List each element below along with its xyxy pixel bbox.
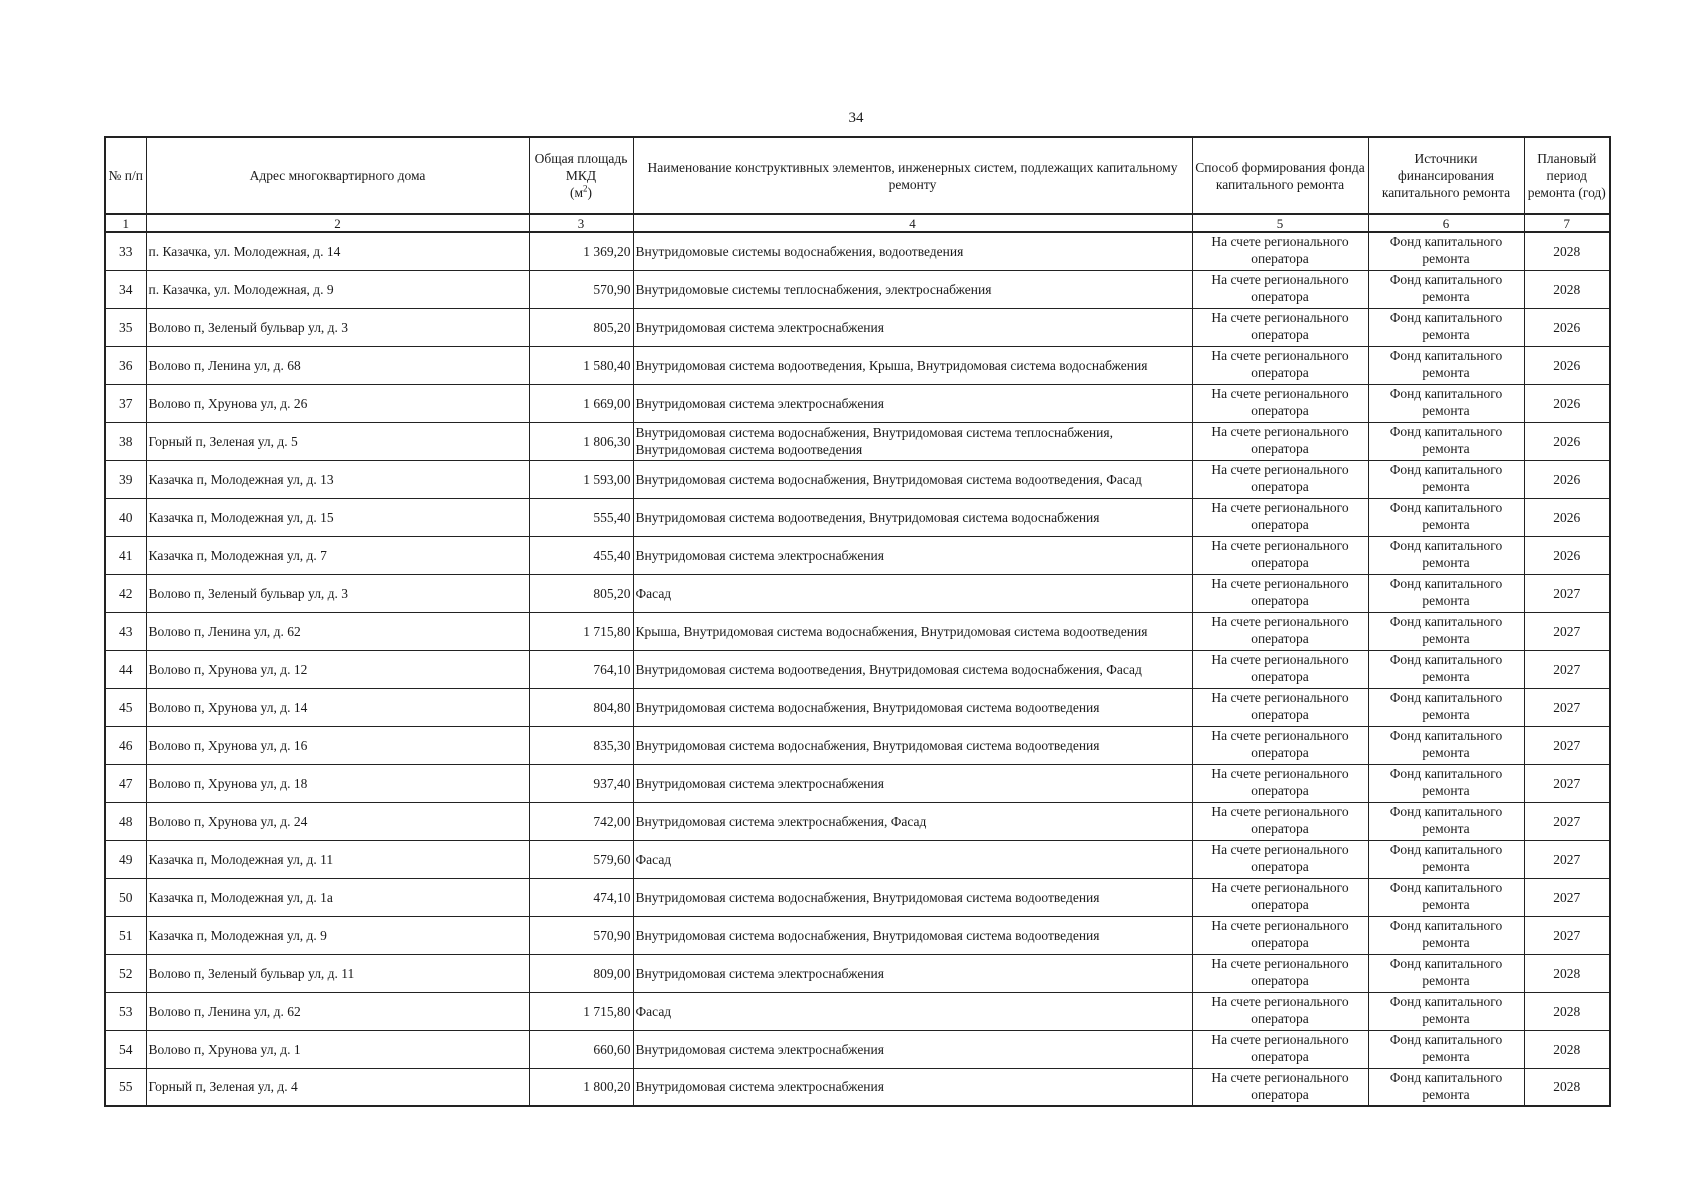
area-cell: 1 369,20 (529, 232, 633, 270)
method-cell: На счете регионального оператора (1192, 498, 1368, 536)
elements-cell: Фасад (633, 574, 1192, 612)
row-number-cell: 42 (105, 574, 146, 612)
elements-cell: Внутридомовые системы водоснабжения, водоотведения (633, 232, 1192, 270)
source-cell: Фонд капитального ремонта (1368, 726, 1524, 764)
year-cell: 2026 (1524, 460, 1610, 498)
column-number-row (105, 214, 1610, 232)
header-area-unit: м (574, 185, 584, 200)
table-body (105, 232, 1610, 1106)
repair-program-table (104, 136, 1611, 1107)
elements-cell: Внутридомовые системы теплоснабжения, электроснабжения (633, 270, 1192, 308)
source-cell: Фонд капитального ремонта (1368, 1068, 1524, 1106)
source-cell: Фонд капитального ремонта (1368, 536, 1524, 574)
address-cell: Волово п, Хрунова ул, д. 12 (146, 650, 529, 688)
address-cell: Волово п, Ленина ул, д. 62 (146, 992, 529, 1030)
table-row (105, 574, 1610, 612)
column-number: 5 (1192, 214, 1368, 232)
address-cell: Волово п, Хрунова ул, д. 18 (146, 764, 529, 802)
row-number-cell: 48 (105, 802, 146, 840)
method-cell: На счете регионального оператора (1192, 346, 1368, 384)
elements-cell: Внутридомовая система электроснабжения (633, 1068, 1192, 1106)
row-number-cell: 54 (105, 1030, 146, 1068)
address-cell: Казачка п, Молодежная ул, д. 11 (146, 840, 529, 878)
year-cell: 2027 (1524, 726, 1610, 764)
header-area-label: Общая площадь МКД (534, 151, 628, 183)
method-cell: На счете регионального оператора (1192, 878, 1368, 916)
method-cell: На счете регионального оператора (1192, 802, 1368, 840)
row-number-cell: 40 (105, 498, 146, 536)
elements-cell: Внутридомовая система водоснабжения, Внутридомовая система теплоснабжения, Внутридомовая система водоотведения (633, 422, 1192, 460)
address-cell: Волово п, Хрунова ул, д. 14 (146, 688, 529, 726)
year-cell: 2028 (1524, 232, 1610, 270)
year-cell: 2028 (1524, 954, 1610, 992)
table-row (105, 1068, 1610, 1106)
address-cell: Волово п, Хрунова ул, д. 26 (146, 384, 529, 422)
area-cell: 1 806,30 (529, 422, 633, 460)
elements-cell: Внутридомовая система водоснабжения, Внутридомовая система водоотведения (633, 916, 1192, 954)
row-number-cell: 47 (105, 764, 146, 802)
column-number: 6 (1368, 214, 1524, 232)
method-cell: На счете регионального оператора (1192, 460, 1368, 498)
elements-cell: Внутридомовая система водоотведения, Крыша, Внутридомовая система водоснабжения (633, 346, 1192, 384)
row-number-cell: 43 (105, 612, 146, 650)
table-row (105, 422, 1610, 460)
year-cell: 2028 (1524, 992, 1610, 1030)
address-cell: Волово п, Ленина ул, д. 68 (146, 346, 529, 384)
address-cell: Волово п, Хрунова ул, д. 24 (146, 802, 529, 840)
source-cell: Фонд капитального ремонта (1368, 498, 1524, 536)
column-number: 1 (105, 214, 146, 232)
header-address: Адрес многоквартирного дома (146, 137, 529, 214)
area-cell: 835,30 (529, 726, 633, 764)
area-cell: 660,60 (529, 1030, 633, 1068)
address-cell: Волово п, Зеленый бульвар ул, д. 3 (146, 308, 529, 346)
address-cell: Казачка п, Молодежная ул, д. 1а (146, 878, 529, 916)
source-cell: Фонд капитального ремонта (1368, 954, 1524, 992)
row-number-cell: 33 (105, 232, 146, 270)
area-cell: 1 800,20 (529, 1068, 633, 1106)
elements-cell: Внутридомовая система электроснабжения (633, 536, 1192, 574)
source-cell: Фонд капитального ремонта (1368, 650, 1524, 688)
area-cell: 1 580,40 (529, 346, 633, 384)
method-cell: На счете регионального оператора (1192, 308, 1368, 346)
year-cell: 2026 (1524, 536, 1610, 574)
source-cell: Фонд капитального ремонта (1368, 916, 1524, 954)
address-cell: Казачка п, Молодежная ул, д. 15 (146, 498, 529, 536)
area-cell: 555,40 (529, 498, 633, 536)
address-cell: Горный п, Зеленая ул, д. 4 (146, 1068, 529, 1106)
table-row (105, 764, 1610, 802)
elements-cell: Внутридомовая система водоснабжения, Внутридомовая система водоотведения (633, 726, 1192, 764)
source-cell: Фонд капитального ремонта (1368, 574, 1524, 612)
address-cell: Казачка п, Молодежная ул, д. 7 (146, 536, 529, 574)
area-cell: 1 593,00 (529, 460, 633, 498)
row-number-cell: 38 (105, 422, 146, 460)
source-cell: Фонд капитального ремонта (1368, 764, 1524, 802)
area-cell: 805,20 (529, 308, 633, 346)
address-cell: Волово п, Ленина ул, д. 62 (146, 612, 529, 650)
table-row (105, 498, 1610, 536)
year-cell: 2028 (1524, 1030, 1610, 1068)
column-number: 4 (633, 214, 1192, 232)
source-cell: Фонд капитального ремонта (1368, 840, 1524, 878)
row-number-cell: 53 (105, 992, 146, 1030)
table-row (105, 1030, 1610, 1068)
elements-cell: Внутридомовая система водоснабжения, Внутридомовая система водоотведения, Фасад (633, 460, 1192, 498)
area-cell: 804,80 (529, 688, 633, 726)
elements-cell: Внутридомовая система электроснабжения, Фасад (633, 802, 1192, 840)
source-cell: Фонд капитального ремонта (1368, 688, 1524, 726)
header-row (105, 137, 1610, 214)
row-number-cell: 37 (105, 384, 146, 422)
header-area: Общая площадь МКД $(м^2)$ (529, 137, 633, 214)
elements-cell: Внутридомовая система водоснабжения, Внутридомовая система водоотведения (633, 688, 1192, 726)
elements-cell: Внутридомовая система электроснабжения (633, 308, 1192, 346)
elements-cell: Внутридомовая система водоснабжения, Внутридомовая система водоотведения (633, 878, 1192, 916)
table-row (105, 650, 1610, 688)
method-cell: На счете регионального оператора (1192, 840, 1368, 878)
page-number: 34 (848, 110, 864, 126)
table-row (105, 878, 1610, 916)
address-cell: Казачка п, Молодежная ул, д. 9 (146, 916, 529, 954)
method-cell: На счете регионального оператора (1192, 574, 1368, 612)
method-cell: На счете регионального оператора (1192, 726, 1368, 764)
row-number-cell: 35 (105, 308, 146, 346)
table-row (105, 384, 1610, 422)
method-cell: На счете регионального оператора (1192, 536, 1368, 574)
method-cell: На счете регионального оператора (1192, 422, 1368, 460)
source-cell: Фонд капитального ремонта (1368, 802, 1524, 840)
year-cell: 2028 (1524, 270, 1610, 308)
source-cell: Фонд капитального ремонта (1368, 878, 1524, 916)
table-row (105, 612, 1610, 650)
table-row (105, 840, 1610, 878)
column-number: 7 (1524, 214, 1610, 232)
row-number-cell: 51 (105, 916, 146, 954)
row-number-cell: 44 (105, 650, 146, 688)
header-number: № п/п (105, 137, 146, 214)
area-cell: 937,40 (529, 764, 633, 802)
header-year: Плановый период ремонта (год) (1524, 137, 1610, 214)
row-number-cell: 55 (105, 1068, 146, 1106)
elements-cell: Внутридомовая система электроснабжения (633, 384, 1192, 422)
row-number-cell: 46 (105, 726, 146, 764)
table-row (105, 346, 1610, 384)
year-cell: 2026 (1524, 498, 1610, 536)
year-cell: 2027 (1524, 688, 1610, 726)
table-row (105, 954, 1610, 992)
address-cell: Горный п, Зеленая ул, д. 5 (146, 422, 529, 460)
year-cell: 2026 (1524, 346, 1610, 384)
source-cell: Фонд капитального ремонта (1368, 612, 1524, 650)
elements-cell: Фасад (633, 840, 1192, 878)
table-row (105, 232, 1610, 270)
address-cell: Волово п, Хрунова ул, д. 16 (146, 726, 529, 764)
source-cell: Фонд капитального ремонта (1368, 308, 1524, 346)
row-number-cell: 39 (105, 460, 146, 498)
year-cell: 2027 (1524, 650, 1610, 688)
table-row (105, 992, 1610, 1030)
area-cell: 805,20 (529, 574, 633, 612)
row-number-cell: 41 (105, 536, 146, 574)
table-row (105, 270, 1610, 308)
elements-cell: Внутридомовая система водоотведения, Внутридомовая система водоснабжения, Фасад (633, 650, 1192, 688)
elements-cell: Крыша, Внутридомовая система водоснабжения, Внутридомовая система водоотведения (633, 612, 1192, 650)
header-area-unit-sup: 2 (583, 183, 588, 194)
area-cell: 764,10 (529, 650, 633, 688)
table-row (105, 536, 1610, 574)
row-number-cell: 50 (105, 878, 146, 916)
area-cell: 570,90 (529, 916, 633, 954)
year-cell: 2026 (1524, 422, 1610, 460)
method-cell: На счете регионального оператора (1192, 688, 1368, 726)
year-cell: 2027 (1524, 840, 1610, 878)
method-cell: На счете регионального оператора (1192, 384, 1368, 422)
year-cell: 2028 (1524, 1068, 1610, 1106)
table-row (105, 802, 1610, 840)
year-cell: 2027 (1524, 764, 1610, 802)
row-number-cell: 36 (105, 346, 146, 384)
method-cell: На счете регионального оператора (1192, 650, 1368, 688)
header-method: Способ формирования фонда капитального ремонта (1192, 137, 1368, 214)
address-cell: п. Казачка, ул. Молодежная, д. 14 (146, 232, 529, 270)
area-cell: 570,90 (529, 270, 633, 308)
area-cell: 809,00 (529, 954, 633, 992)
table-row (105, 460, 1610, 498)
year-cell: 2027 (1524, 878, 1610, 916)
table-row (105, 688, 1610, 726)
row-number-cell: 49 (105, 840, 146, 878)
area-cell: 742,00 (529, 802, 633, 840)
elements-cell: Фасад (633, 992, 1192, 1030)
source-cell: Фонд капитального ремонта (1368, 346, 1524, 384)
source-cell: Фонд капитального ремонта (1368, 270, 1524, 308)
elements-cell: Внутридомовая система водоотведения, Внутридомовая система водоснабжения (633, 498, 1192, 536)
method-cell: На счете регионального оператора (1192, 764, 1368, 802)
address-cell: Волово п, Зеленый бульвар ул, д. 3 (146, 574, 529, 612)
area-cell: 579,60 (529, 840, 633, 878)
method-cell: На счете регионального оператора (1192, 270, 1368, 308)
header-source: Источники финансирования капитального ремонта (1368, 137, 1524, 214)
source-cell: Фонд капитального ремонта (1368, 460, 1524, 498)
source-cell: Фонд капитального ремонта (1368, 992, 1524, 1030)
table-row (105, 916, 1610, 954)
year-cell: 2027 (1524, 916, 1610, 954)
method-cell: На счете регионального оператора (1192, 992, 1368, 1030)
area-cell: 474,10 (529, 878, 633, 916)
method-cell: На счете регионального оператора (1192, 916, 1368, 954)
method-cell: На счете регионального оператора (1192, 1030, 1368, 1068)
source-cell: Фонд капитального ремонта (1368, 422, 1524, 460)
area-cell: 1 715,80 (529, 612, 633, 650)
method-cell: На счете регионального оператора (1192, 612, 1368, 650)
address-cell: Волово п, Хрунова ул, д. 1 (146, 1030, 529, 1068)
header-elements: Наименование конструктивных элементов, инженерных систем, подлежащих капитальному ремонту (633, 137, 1192, 214)
table-row (105, 308, 1610, 346)
method-cell: На счете регионального оператора (1192, 232, 1368, 270)
row-number-cell: 34 (105, 270, 146, 308)
source-cell: Фонд капитального ремонта (1368, 384, 1524, 422)
address-cell: п. Казачка, ул. Молодежная, д. 9 (146, 270, 529, 308)
year-cell: 2027 (1524, 574, 1610, 612)
address-cell: Казачка п, Молодежная ул, д. 13 (146, 460, 529, 498)
method-cell: На счете регионального оператора (1192, 954, 1368, 992)
area-cell: 1 669,00 (529, 384, 633, 422)
elements-cell: Внутридомовая система электроснабжения (633, 764, 1192, 802)
row-number-cell: 52 (105, 954, 146, 992)
elements-cell: Внутридомовая система электроснабжения (633, 1030, 1192, 1068)
column-number: 2 (146, 214, 529, 232)
source-cell: Фонд капитального ремонта (1368, 232, 1524, 270)
area-cell: 455,40 (529, 536, 633, 574)
table-row (105, 726, 1610, 764)
elements-cell: Внутридомовая система электроснабжения (633, 954, 1192, 992)
year-cell: 2027 (1524, 802, 1610, 840)
address-cell: Волово п, Зеленый бульвар ул, д. 11 (146, 954, 529, 992)
column-number: 3 (529, 214, 633, 232)
source-cell: Фонд капитального ремонта (1368, 1030, 1524, 1068)
year-cell: 2027 (1524, 612, 1610, 650)
year-cell: 2026 (1524, 384, 1610, 422)
method-cell: На счете регионального оператора (1192, 1068, 1368, 1106)
area-cell: 1 715,80 (529, 992, 633, 1030)
row-number-cell: 45 (105, 688, 146, 726)
year-cell: 2026 (1524, 308, 1610, 346)
